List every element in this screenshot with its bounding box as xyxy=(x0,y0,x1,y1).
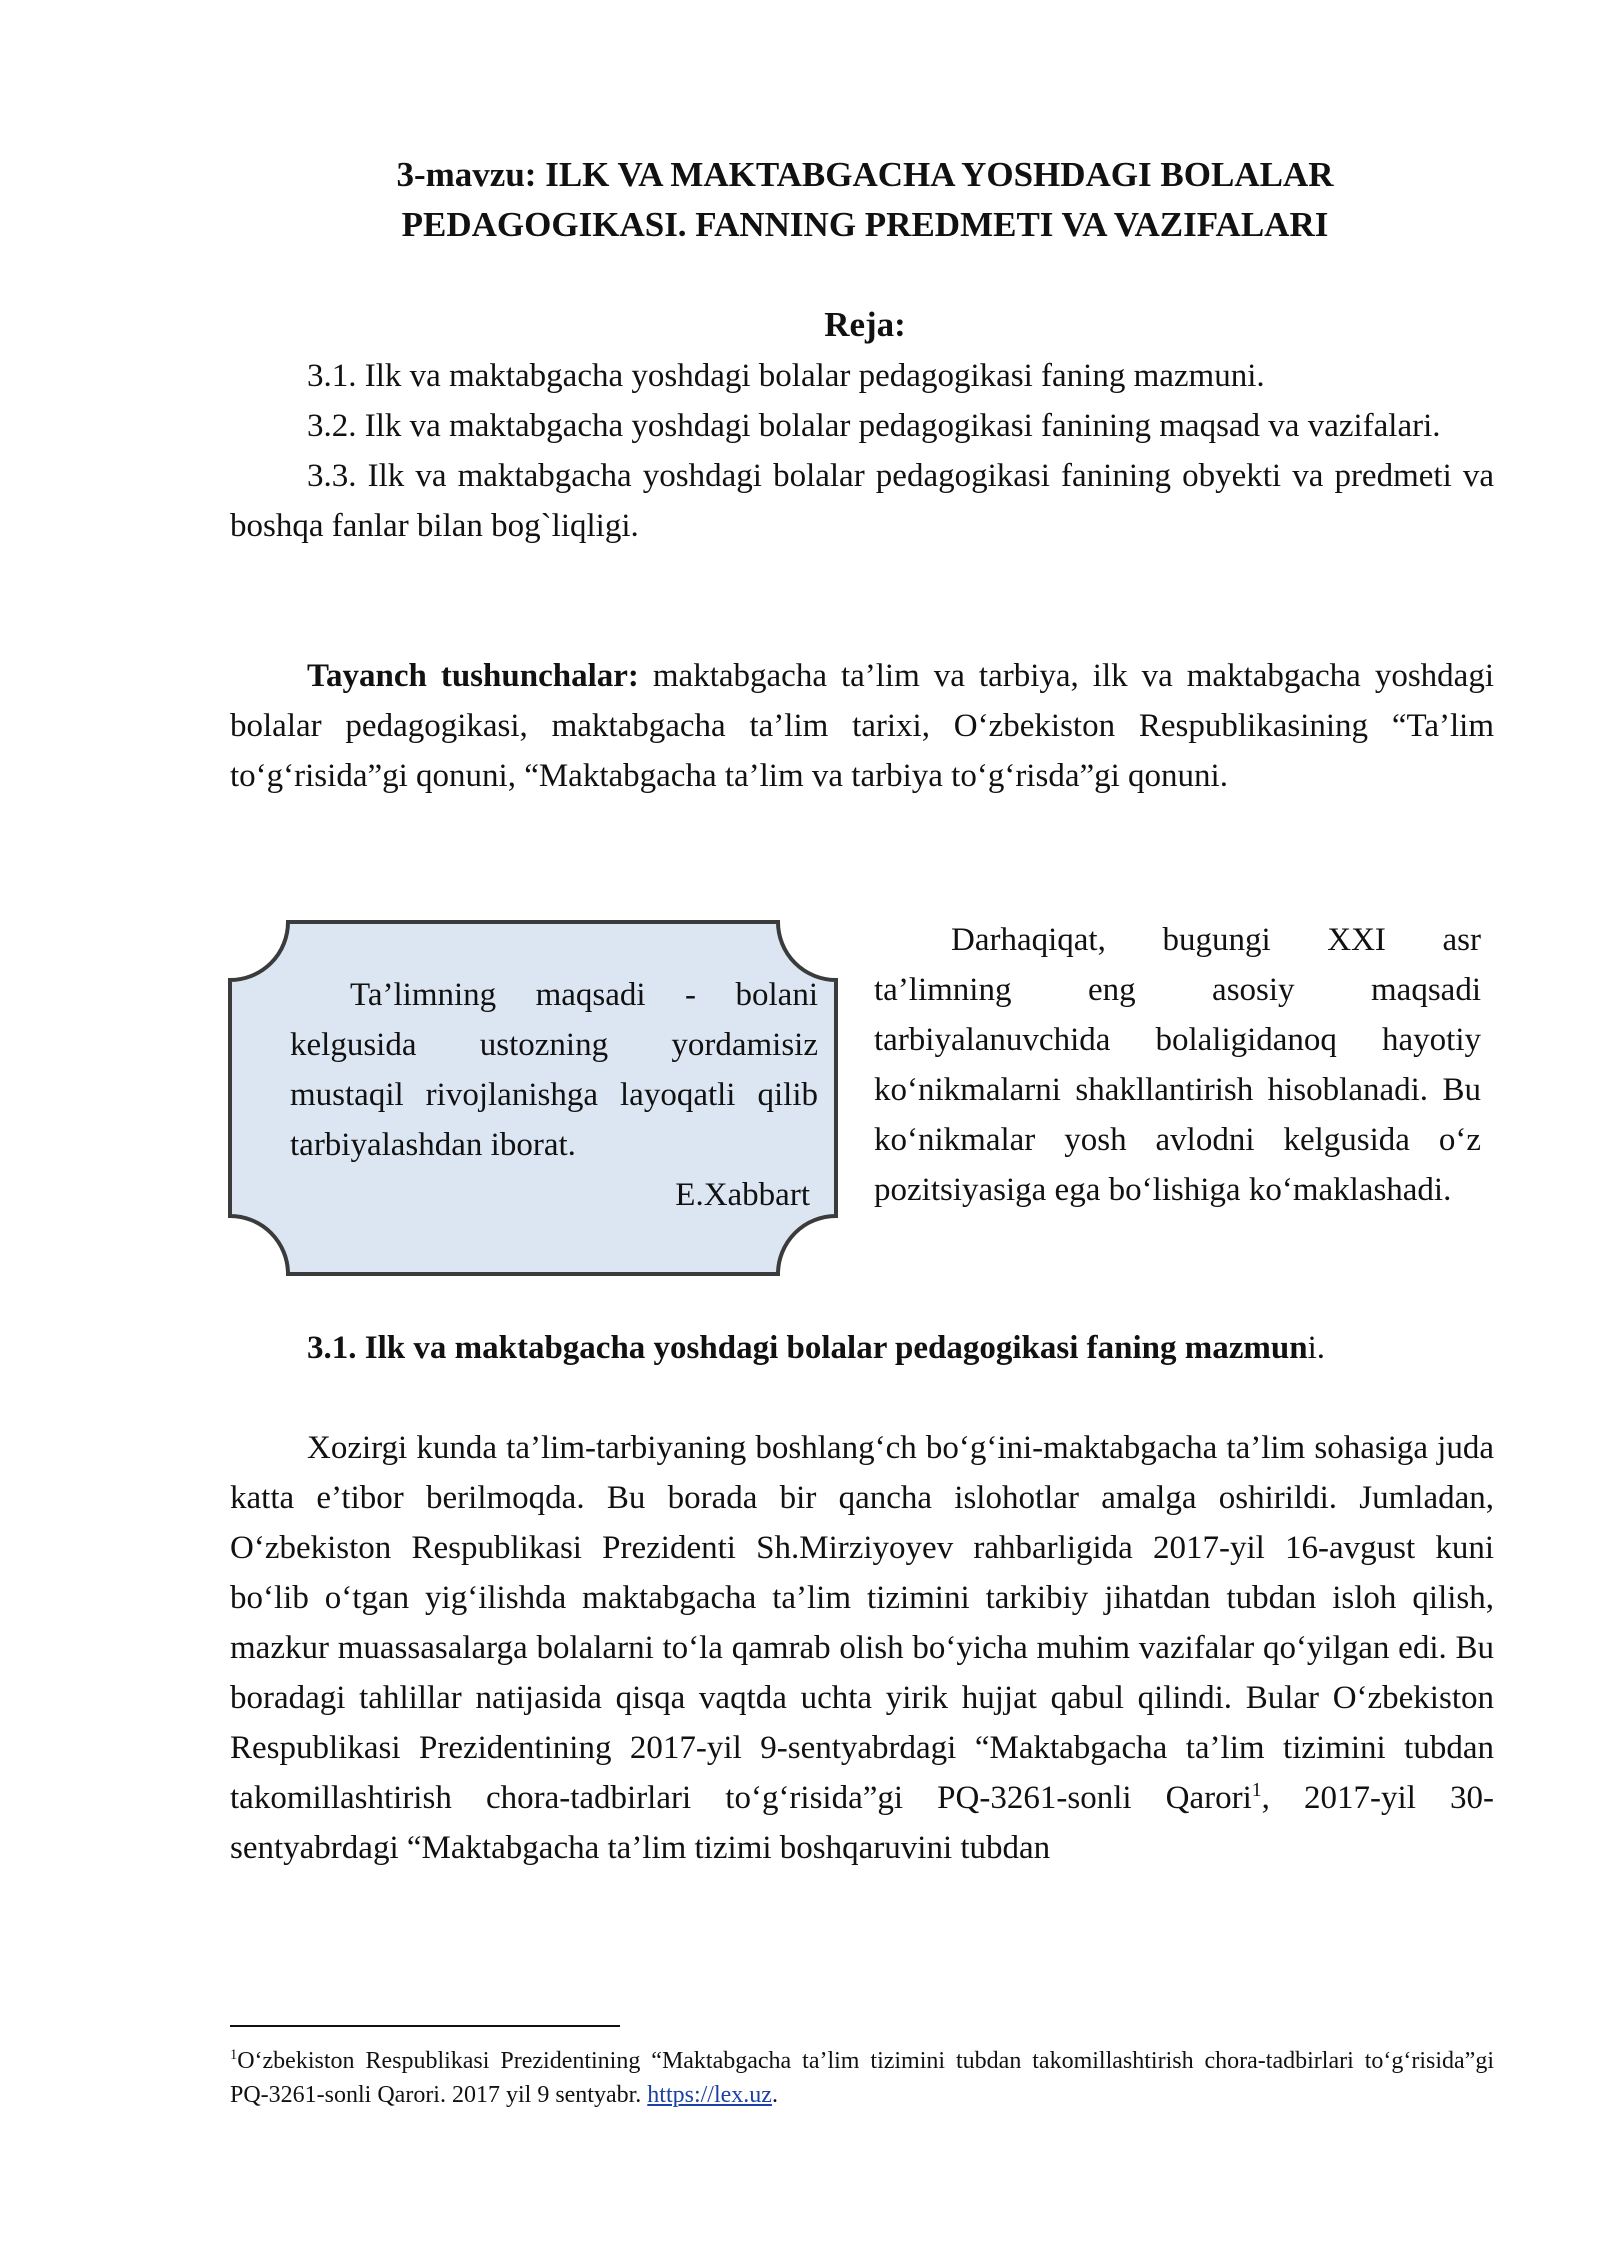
title-line-2: PEDAGOGIKASI. FANNING PREDMETI VA VAZIFALARI xyxy=(401,205,1329,244)
main-paragraph xyxy=(230,1423,1494,1873)
quote-box xyxy=(228,920,838,1276)
section-heading-bold: 3.1. Ilk va maktabgacha yoshdagi bolalar pedagogikasi faning mazmun xyxy=(307,1330,1308,1366)
title-line-1: 3-mavzu: ILK VA MAKTABGACHA YOSHDAGI BOLALAR xyxy=(396,155,1334,194)
plan-list xyxy=(230,351,1494,551)
footnote-link[interactable]: https://lex.uz xyxy=(647,2082,772,2108)
footnote-text: O‘zbekiston Respublikasi Prezidentining “Maktabgacha ta’lim tizimini tubdan takomillashtirish chora-tadbirlari to‘g‘risida”gi PQ-3261-sonli Qarori. 2017 yil 9 sentyabr. xyxy=(230,2048,1494,2108)
footnote xyxy=(230,2044,1494,2112)
page-title xyxy=(230,150,1500,250)
key-concepts xyxy=(230,651,1494,801)
side-paragraph: Darhaqiqat, bugungi XXI asr ta’limning eng asosiy maqsadi tarbiyalanuvchida bolaligidanoq hayotiy ko‘nikmalarni shakllantirish hisoblanadi. Bu ko‘nikmalar yosh avlodni kelgusida o‘z pozitsiyasiga ega bo‘lishiga ko‘maklashadi. xyxy=(874,922,1481,1208)
section-heading-tail: i. xyxy=(1307,1330,1326,1366)
plan-item: 3.2. Ilk va maktabgacha yoshdagi bolalar pedagogikasi fanining maqsad va vazifalari. xyxy=(307,408,1441,444)
quote-author: E.Xabbart xyxy=(675,1177,810,1213)
key-concepts-label: Tayanch tushunchalar: xyxy=(307,658,639,694)
main-paragraph-end: , 2017-yil 30-sentyabrdagi “Maktabgacha ta’lim tizimi boshqaruvini tubdan xyxy=(230,1780,1494,1866)
key-concepts-text: maktabgacha ta’lim va tarbiya, ilk va maktabgacha yoshdagi bolalar pedagogikasi, maktabgacha ta’lim tarixi, O‘zbekiston Respublikasining “Ta’lim to‘g‘risida”gi qonuni, “Maktabgacha ta’lim va tarbiya to‘g‘risda”gi qonuni. xyxy=(230,658,1494,794)
quote-text xyxy=(290,970,818,1170)
footnote-reference[interactable]: 1 xyxy=(1251,1779,1262,1801)
main-paragraph-text: Xozirgi kunda ta’lim-tarbiyaning boshlang‘ch bo‘g‘ini-maktabgacha ta’lim sohasiga juda katta e’tibor berilmoqda. Bu borada bir qancha islohotlar amalga oshirildi. Jumladan, O‘zbekiston Respublikasi Prezidenti Sh.Mirziyoyev rahbarligida 2017-yil 16-avgust kuni bo‘lib o‘tgan yig‘ilishda maktabgacha ta’lim tizimini tarkibiy jihatdan tubdan isloh qilish, mazkur muassasalarga bolalarni to‘la qamrab olish bo‘yicha muhim vazifalar qo‘yilgan edi. Bu boradagi tahlillar natijasida qisqa vaqtda uchta yirik hujjat qabul qilindi. Bular O‘zbekiston Respublikasi Prezidentining 2017-yil 9-sentyabrdagi “Maktabgacha ta’lim tizimini tubdan takomillashtirish chora-tadbirlari to‘g‘risida”gi PQ-3261-sonli Qarori xyxy=(230,1430,1494,1816)
plan-heading: Reja: xyxy=(824,305,906,344)
footnote-end: . xyxy=(771,2082,778,2108)
plan-item: 3.1. Ilk va maktabgacha yoshdagi bolalar pedagogikasi faning mazmuni. xyxy=(307,358,1265,394)
quote-body: Ta’limning maqsadi - bolani kelgusida ustozning yordamisiz mustaqil rivojlanishga layoqatli qilib tarbiyalashdan iborat. xyxy=(290,977,818,1163)
section-heading xyxy=(230,1323,1494,1373)
plan-item: 3.3. Ilk va maktabgacha yoshdagi bolalar pedagogikasi fanining obyekti va predmeti va boshqa fanlar bilan bog`liqligi. xyxy=(230,458,1494,544)
footnote-divider xyxy=(230,2025,620,2027)
footnote-number: 1 xyxy=(230,2047,238,2063)
